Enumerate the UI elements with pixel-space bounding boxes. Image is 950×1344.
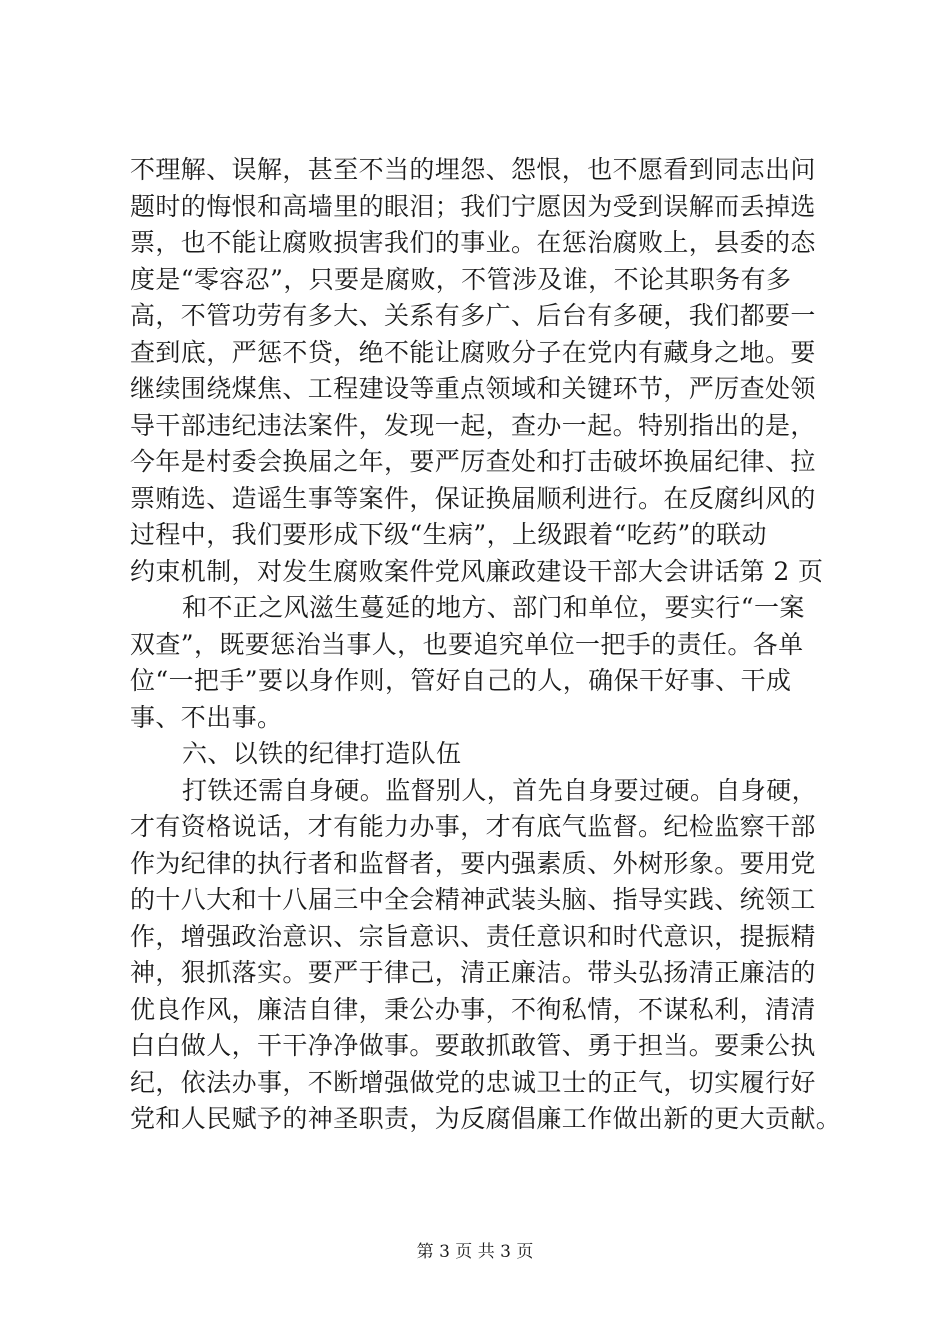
- text-line: 和不正之风滋生蔓延的地方、部门和单位，要实行“一案: [182, 593, 805, 622]
- text-line: 事、不出事。: [130, 702, 283, 732]
- text-line: 六、以铁的纪律打造队伍: [182, 739, 462, 768]
- page-number-footer: 第 3 页 共 3 页: [416, 1242, 534, 1262]
- text-line: 作为纪律的执行者和监督者，要内强素质、外树形象。要用党: [130, 848, 816, 878]
- text-line: 票贿选、造谣生事等案件，保证换届顺利进行。在反腐纠风的: [130, 483, 816, 513]
- text-line: 作，增强政治意识、宗旨意识、责任意识和时代意识，提振精: [130, 921, 816, 951]
- text-line: 导干部违纪违法案件，发现一起，查办一起。特别指出的是，: [130, 410, 816, 440]
- text-line: 约束机制，对发生腐败案件党风廉政建设干部大会讲话第 2 页: [130, 556, 824, 586]
- text-line: 的十八大和十八届三中全会精神武装头脑、指导实践、统领工: [130, 885, 816, 914]
- text-line: 党和人民赋予的神圣职责，为反腐倡廉工作做出新的更大贡献。: [130, 1104, 842, 1133]
- text-line: 纪，依法办事，不断增强做党的忠诚卫士的正气，切实履行好: [130, 1067, 816, 1097]
- text-line: 票，也不能让腐败损害我们的事业。在惩治腐败上，县委的态: [130, 228, 816, 257]
- text-line: 题时的悔恨和高墙里的眼泪；我们宁愿因为受到误解而丢掉选: [130, 191, 816, 221]
- text-line: 不理解、误解，甚至不当的埋怨、怨恨，也不愿看到同志出问: [130, 155, 816, 184]
- text-line: 今年是村委会换届之年，要严厉查处和打击破坏换届纪律、拉: [130, 447, 816, 476]
- text-line: 才有资格说话，才有能力办事，才有底气监督。纪检监察干部: [130, 812, 816, 841]
- text-line: 度是“零容忍”，只要是腐败，不管涉及谁，不论其职务有多: [130, 264, 792, 294]
- text-line: 高，不管功劳有多大、关系有多广、后台有多硬，我们都要一: [130, 301, 816, 330]
- text-line: 过程中，我们要形成下级“生病”，上级跟着“吃药”的联动: [130, 520, 767, 549]
- text-line: 优良作风，廉洁自律，秉公办事，不徇私情，不谋私利，清清: [130, 994, 816, 1024]
- document-body: [130, 152, 842, 1138]
- text-line: 双查”，既要惩治当事人，也要追究单位一把手的责任。各单: [130, 629, 804, 659]
- text-line: 位“一把手”要以身作则，管好自己的人，确保干好事、干成: [130, 666, 792, 695]
- text-line: 查到底，严惩不贷，绝不能让腐败分子在党内有藏身之地。要: [130, 337, 816, 367]
- text-line: 白白做人，干干净净做事。要敢抓敢管、勇于担当。要秉公执: [130, 1031, 816, 1060]
- text-line: 继续围绕煤焦、工程建设等重点领域和关键环节，严厉查处领: [130, 374, 816, 403]
- text-line: 打铁还需自身硬。监督别人，首先自身要过硬。自身硬，: [182, 775, 818, 805]
- text-line: 神，狠抓落实。要严于律己，清正廉洁。带头弘扬清正廉洁的: [130, 958, 816, 987]
